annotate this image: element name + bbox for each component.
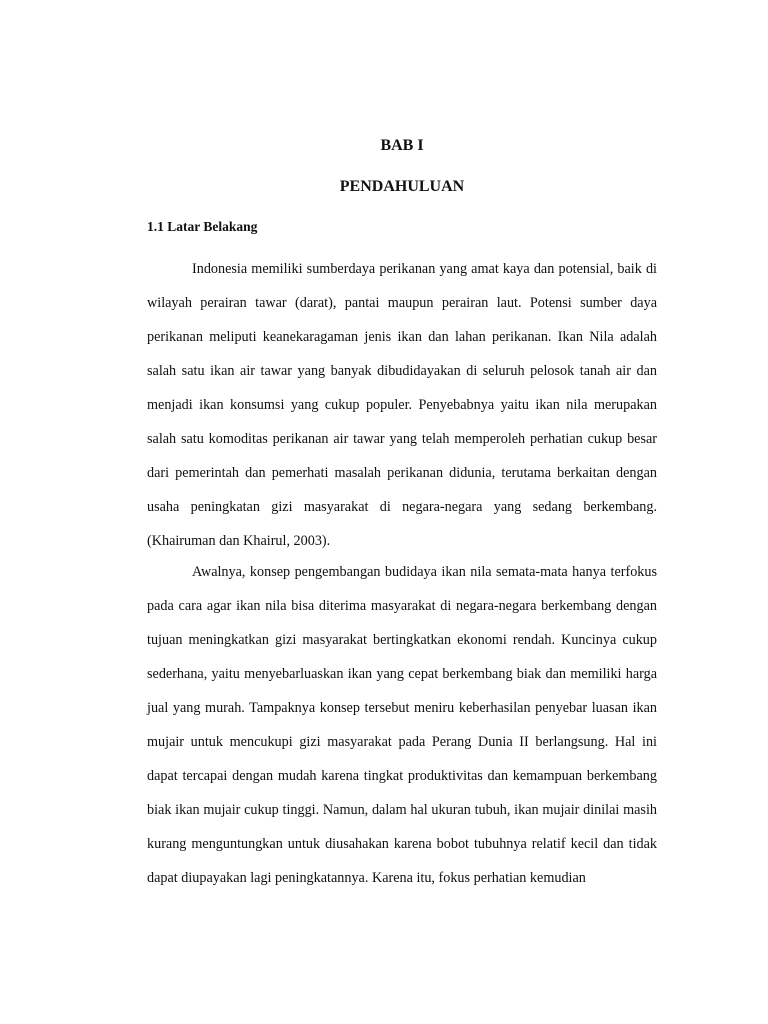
chapter-title: PENDAHULUAN: [339, 178, 465, 195]
body-paragraph-1: Indonesia memiliki sumberdaya perikanan yang amat kaya dan potensial, baik di wilayah perairan tawar (darat), pantai maupun perairan laut. Potensi sumber daya perikanan meliputi keanekaragaman jenis ikan dan lahan perikanan. Ikan Nila adalah salah satu ikan air tawar yang banyak dibudidayakan di seluruh pelosok tanah air dan menjadi ikan konsumsi yang cukup populer. Penyebabnya yaitu ikan nila merupakan salah satu komoditas perikanan air tawar yang telah memperoleh perhatian cukup besar dari pemerintah dan pemerhati masalah perikanan didunia, terutama berkaitan dengan usaha peningkatan gizi masyarakat di negara-negara yang sedang berkembang. (Khairuman dan Khairul, 2003).: [147, 261, 657, 549]
document-page: [147, 0, 657, 1024]
chapter-label: BAB I: [380, 137, 424, 154]
body-paragraph-2: Awalnya, konsep pengembangan budidaya ikan nila semata-mata hanya terfokus pada cara agar ikan nila bisa diterima masyarakat di negara-negara berkembang dengan tujuan meningkatkan gizi masyarakat bertingkatkan ekonomi rendah. Kuncinya cukup sederhana, yaitu menyebarluaskan ikan yang cepat berkembang biak dan memiliki harga jual yang murah. Tampaknya konsep tersebut meniru keberhasilan penyebar luasan ikan mujair untuk mencukupi gizi masyarakat pada Perang Dunia II berlangsung. Hal ini dapat tercapai dengan mudah karena tingkat produktivitas dan kemampuan berkembang biak ikan mujair cukup tinggi. Namun, dalam hal ukuran tubuh, ikan mujair dinilai masih kurang menguntungkan untuk diusahakan karena bobot tubuhnya relatif kecil dan tidak dapat diupayakan lagi peningkatannya. Karena itu, fokus perhatian kemudian: [147, 564, 657, 886]
section-heading: 1.1 Latar Belakang: [147, 219, 258, 234]
